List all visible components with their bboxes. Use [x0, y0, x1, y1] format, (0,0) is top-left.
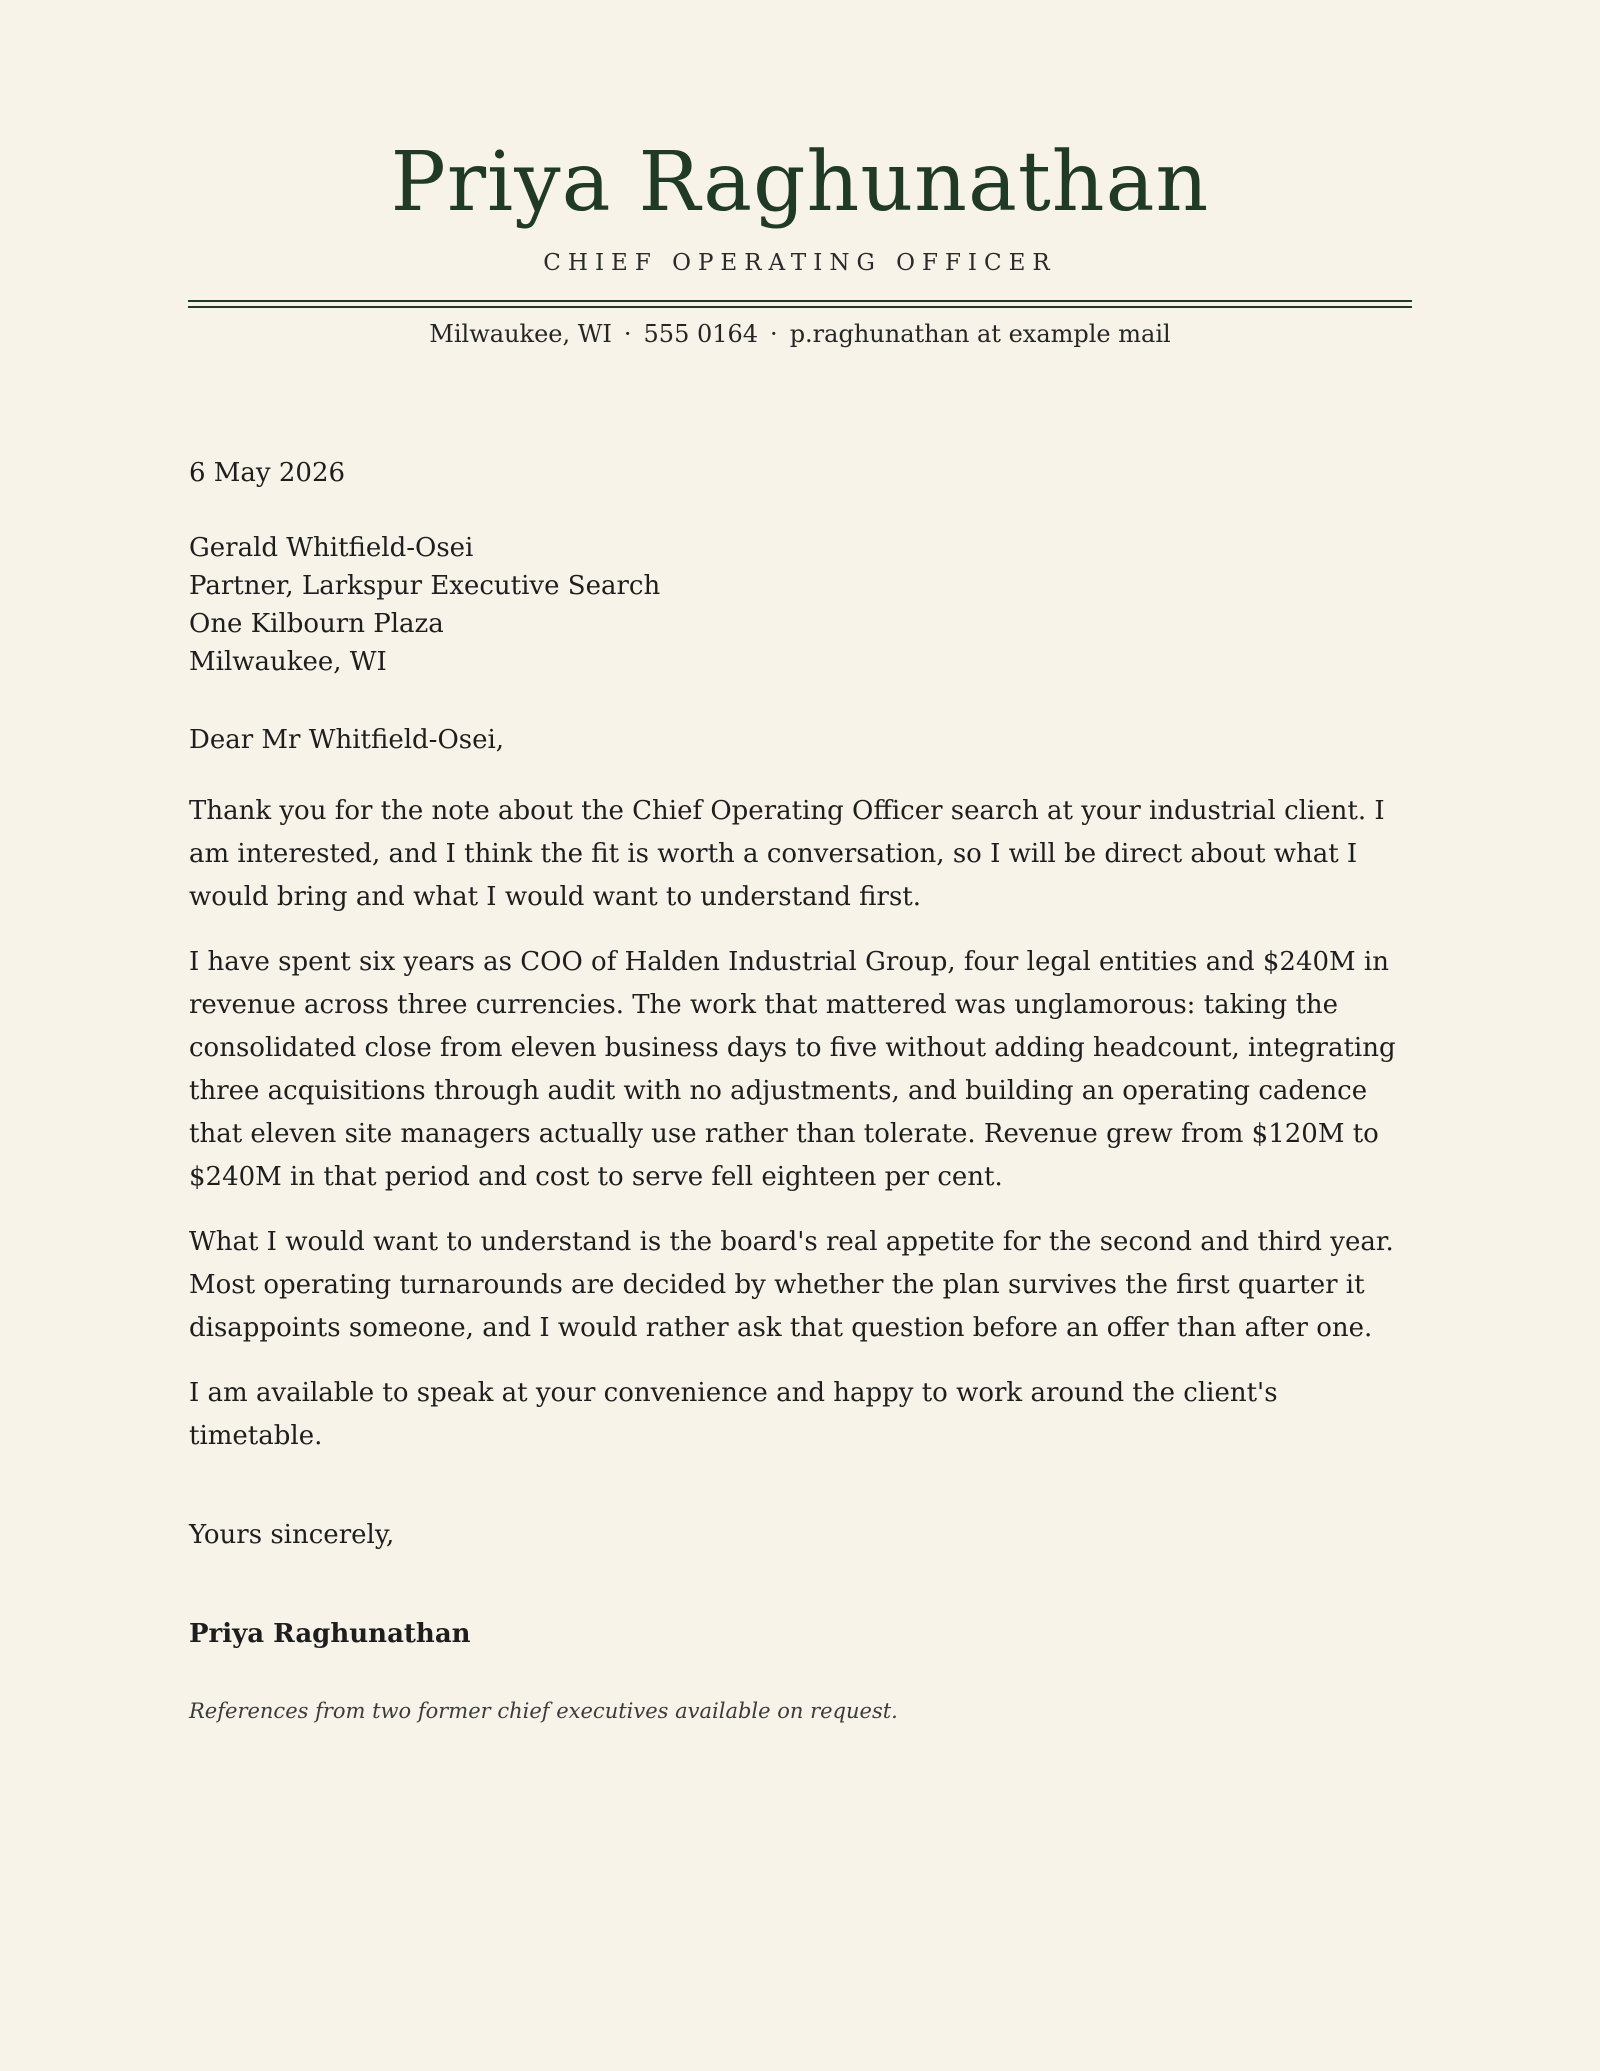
recipient-name: Gerald Whitfield-Osei [189, 533, 474, 563]
signature-name: Priya Raghunathan [189, 1619, 471, 1649]
contact-email: p.raghunathan at example mail [789, 320, 1171, 348]
recipient-address-line: Milwaukee, WI [189, 647, 387, 677]
sender-name: Priya Raghunathan [390, 135, 1210, 230]
recipient-address-line: One Kilbourn Plaza [189, 609, 444, 639]
body-paragraph: I have spent six years as COO of Halden Industrial Group, four legal entities and $240M in revenue across three currencies. The work that mattered was unglamorous: taking the consolidated close from eleven business days to five without adding headcount, integrating three acquisitions through audit with no adjustments, and building an operating cadence that eleven site managers actually use rather than tolerate. Revenue grew from $120M to $240M in that period and cost to serve fell eighteen per cent. [189, 947, 1396, 1192]
body-paragraph: Thank you for the note about the Chief Operating Officer search at your industrial client. I am interested, and I think the fit is worth a conversation, so I will be direct about what I would bring and what I would want to understand first. [189, 796, 1385, 912]
sender-title: CHIEF OPERATING OFFICER [543, 250, 1057, 276]
contact-separator: · [770, 320, 778, 348]
recipient-block [189, 529, 1414, 681]
body-paragraph: I am available to speak at your convenience and happy to work around the client's timetable. [189, 1378, 1278, 1451]
header-rule-bottom [188, 306, 1412, 308]
header-rule-top [188, 300, 1412, 302]
salutation: Dear Mr Whitfield-Osei, [189, 725, 505, 755]
contact-phone: 555 0164 [643, 320, 759, 348]
footnote: References from two former chief executives available on request. [189, 1699, 898, 1723]
body-paragraph: What I would want to understand is the board's real appetite for the second and third year. Most operating turnarounds are decided by whether the plan survives the first quarter it disappoints someone, and I would rather ask that question before an offer than after one. [189, 1227, 1394, 1343]
contact-location: Milwaukee, WI [429, 320, 612, 348]
closing: Yours sincerely, [189, 1520, 395, 1550]
letter-date: 6 May 2026 [189, 458, 346, 488]
letterhead [188, 128, 1412, 350]
contact-separator: · [623, 320, 632, 348]
letter-body [189, 452, 1414, 1726]
contact-line [188, 318, 1412, 350]
recipient-role: Partner, Larkspur Executive Search [189, 571, 661, 601]
